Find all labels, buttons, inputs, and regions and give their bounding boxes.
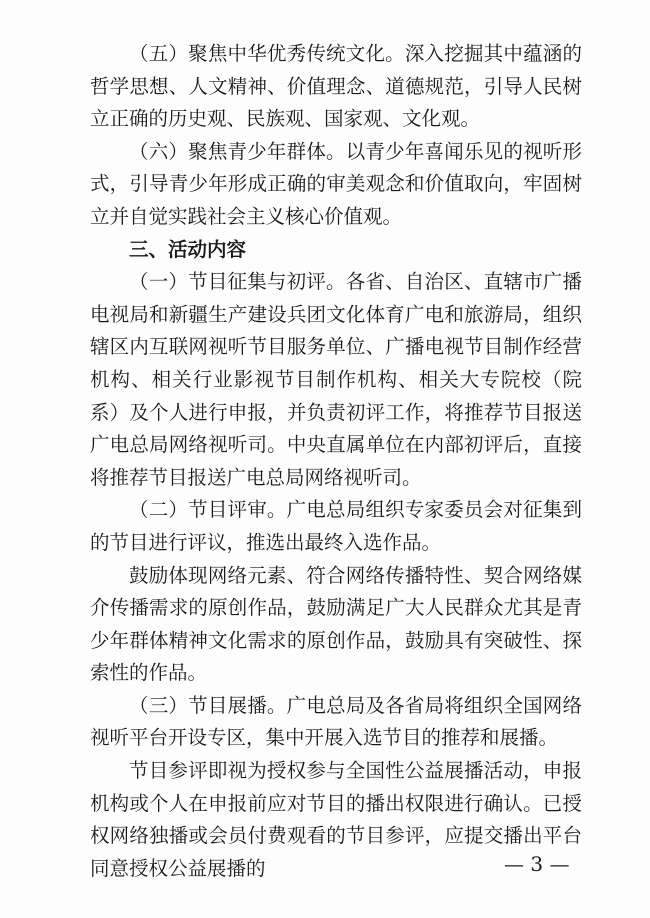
paragraph-authorization: 节目参评即视为授权参与全国性公益展播活动，申报机构或个人在申报前应对节目的播出权限进行确认。已授权网络独播或会员付费观看的节目参评，应提交播出平台同意授权公益展播的 — [90, 759, 582, 880]
paragraph-program-review: （二）节目评审。广电总局组织专家委员会对征集到的节目进行评议，推选出最终入选作品。 — [90, 498, 582, 554]
paragraph-collection-review: （一）节目征集与初评。各省、自治区、直辖市广播电视局和新疆生产建设兵团文化体育广电和旅游局，组织辖区内互联网视听节目服务单位、广播电视节目制作经营机构、相关行业影视节目制作机构、相关大专院校（院系）及个人进行申报，并负责初评工作，将推荐节目报送广电总局网络视听司。中央直属单位在内部初评后，直接将推荐节目报送广电总局网络视听司。 — [90, 270, 582, 489]
paragraph-youth-group: （六）聚焦青少年群体。以青少年喜闻乐见的视听形式，引导青少年形成正确的审美观念和价值取向，牢固树立并自觉实践社会主义核心价值观。 — [90, 139, 582, 228]
paragraph-encouragement: 鼓励体现网络元素、符合网络传播特性、契合网络媒介传播需求的原创作品，鼓励满足广大人民群众尤其是青少年群体精神文化需求的原创作品，鼓励具有突破性、探索性的作品。 — [90, 563, 582, 685]
page-number: — 3 — — [504, 852, 570, 876]
section-heading: 三、活动内容 — [129, 237, 247, 261]
paragraph-program-showcase: （三）节目展播。广电总局及各省局将组织全国网络视听平台开设专区，集中开展入选节目的推荐和展播。 — [90, 693, 582, 750]
paragraph-traditional-culture: （五）聚焦中华优秀传统文化。深入挖掘其中蕴涵的哲学思想、人文精神、价值理念、道德规范，引导人民树立正确的历史观、民族观、国家观、文化观。 — [90, 42, 582, 131]
document-body — [90, 38, 582, 885]
